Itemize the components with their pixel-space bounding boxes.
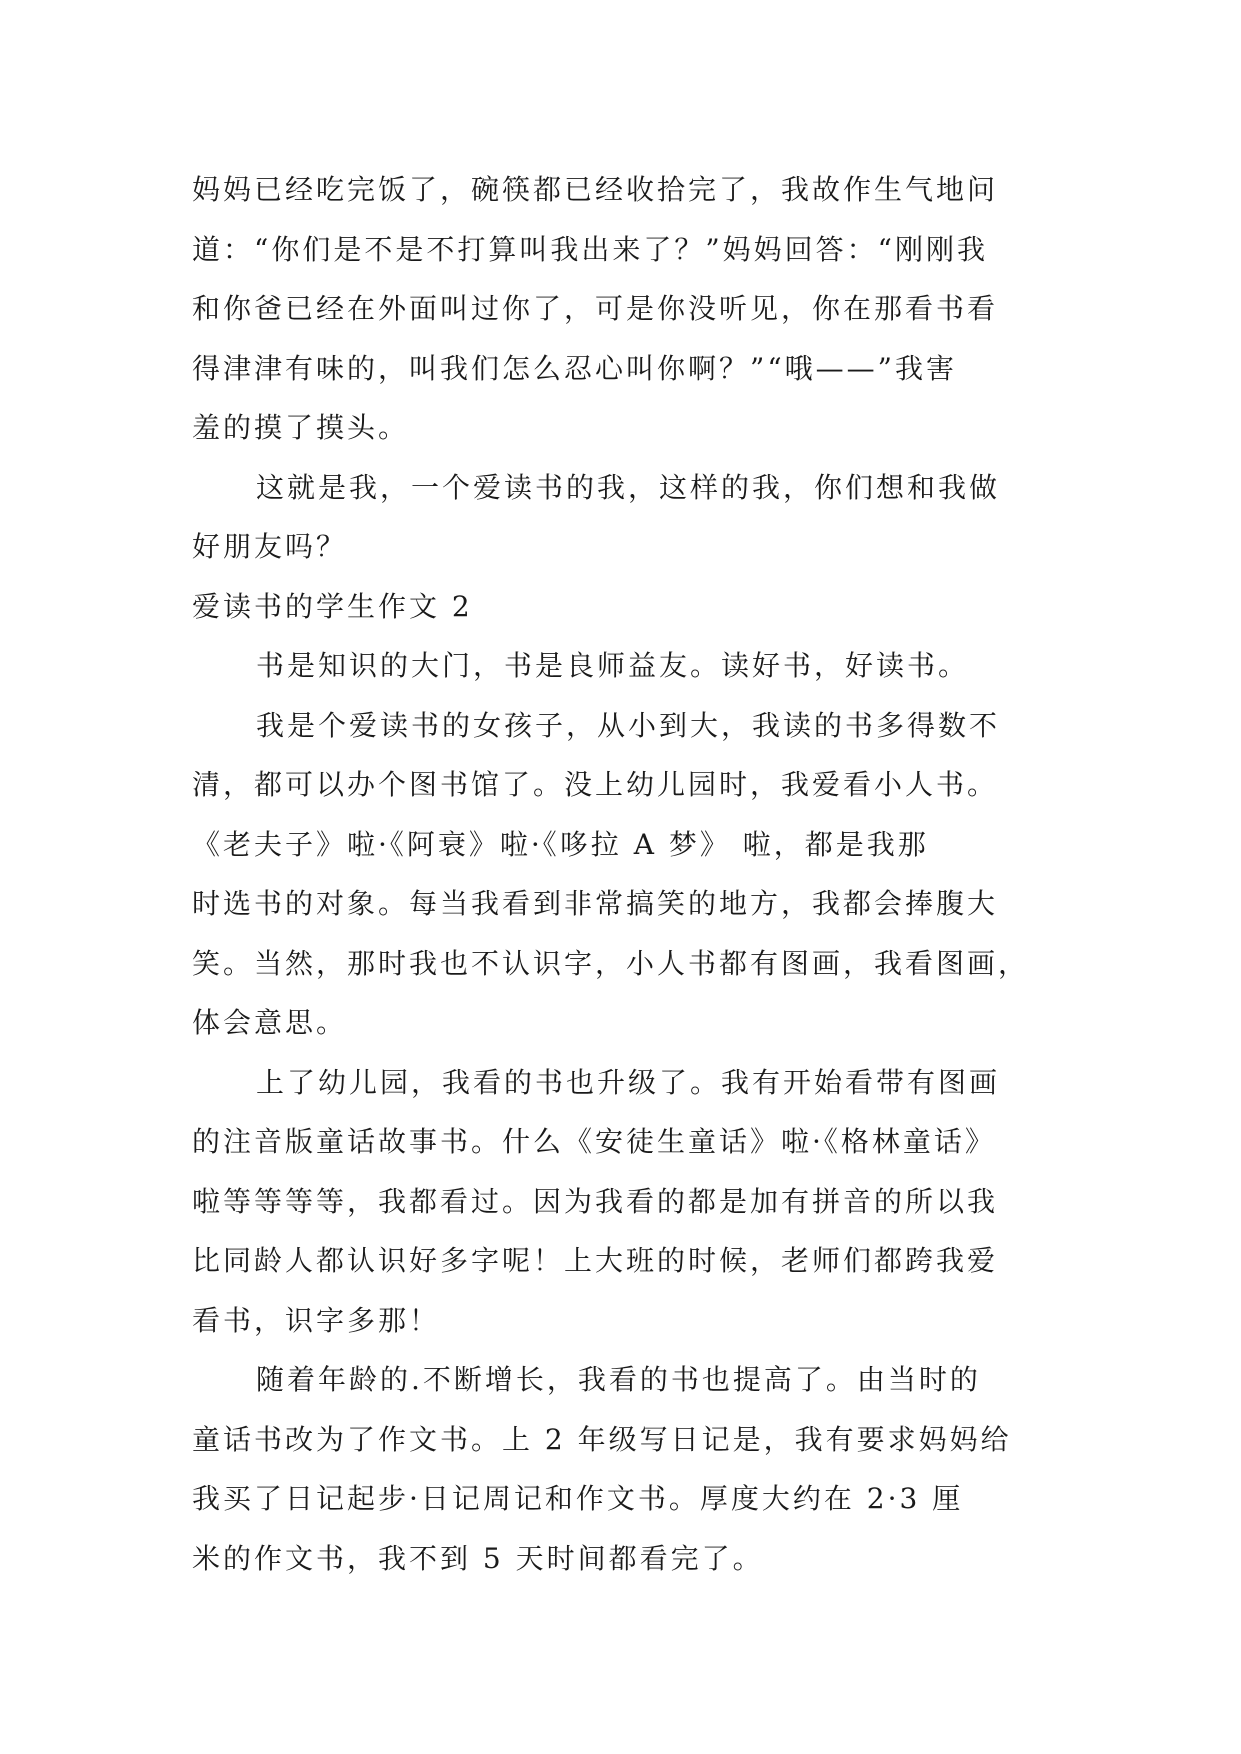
text-line: 童话书改为了作文书。上 2 年级写日记是，我有要求妈妈给 — [192, 1422, 1012, 1456]
text-line: 米的作文书，我不到 5 天时间都看完了。 — [192, 1541, 764, 1575]
text-line: 《老夫子》啦·《阿衰》啦·《哆拉 A 梦》 啦，都是我那 — [192, 827, 929, 861]
text-line: 得津津有味的，叫我们怎么忍心叫你啊？”“哦——”我害 — [192, 351, 957, 385]
paragraph-first-line: 随着年龄的.不断增长，我看的书也提高了。由当时的 — [256, 1363, 981, 1396]
text-line: 道：“你们是不是不打算叫我出来了？”妈妈回答：“刚刚我 — [192, 232, 988, 266]
paragraph-first-line: 书是知识的大门，书是良师益友。读好书，好读书。 — [256, 649, 970, 682]
text-line: 清，都可以办个图书馆了。没上幼儿园时，我爱看小人书。 — [192, 768, 999, 801]
paragraph-first-line: 上了幼儿园，我看的书也升级了。我有开始看带有图画 — [256, 1065, 1001, 1099]
text-line: 看书，识字多那！ — [192, 1303, 441, 1337]
text-line: 和你爸已经在外面叫过你了，可是你没听见，你在那看书看 — [192, 292, 999, 325]
paragraph-first-line: 我是个爱读书的女孩子，从小到大，我读的书多得数不 — [256, 708, 1001, 742]
paragraph-first-line: 这就是我，一个爱读书的我，这样的我，你们想和我做 — [256, 470, 1001, 504]
essay-body — [192, 160, 1052, 1588]
text-line: 啦等等等等，我都看过。因为我看的都是加有拼音的所以我 — [192, 1184, 999, 1218]
section-title: 爱读书的学生作文 2 — [192, 589, 473, 623]
text-line: 体会意思。 — [192, 1006, 348, 1039]
text-line: 比同龄人都认识好多字呢！上大班的时候，老师们都跨我爱 — [192, 1244, 999, 1277]
text-line: 羞的摸了摸头。 — [192, 411, 410, 444]
text-line: 时选书的对象。每当我看到非常搞笑的地方，我都会捧腹大 — [192, 887, 999, 920]
text-line: 我买了日记起步·日记周记和作文书。厚度大约在 2·3 厘 — [192, 1482, 964, 1515]
text-line: 好朋友吗？ — [192, 530, 348, 563]
text-line: 笑。当然，那时我也不认识字，小人书都有图画，我看图画， — [192, 946, 1030, 980]
text-line: 妈妈已经吃完饭了，碗筷都已经收拾完了，我故作生气地问 — [192, 173, 999, 206]
text-line: 的注音版童话故事书。什么《安徒生童话》啦·《格林童话》 — [192, 1125, 996, 1158]
